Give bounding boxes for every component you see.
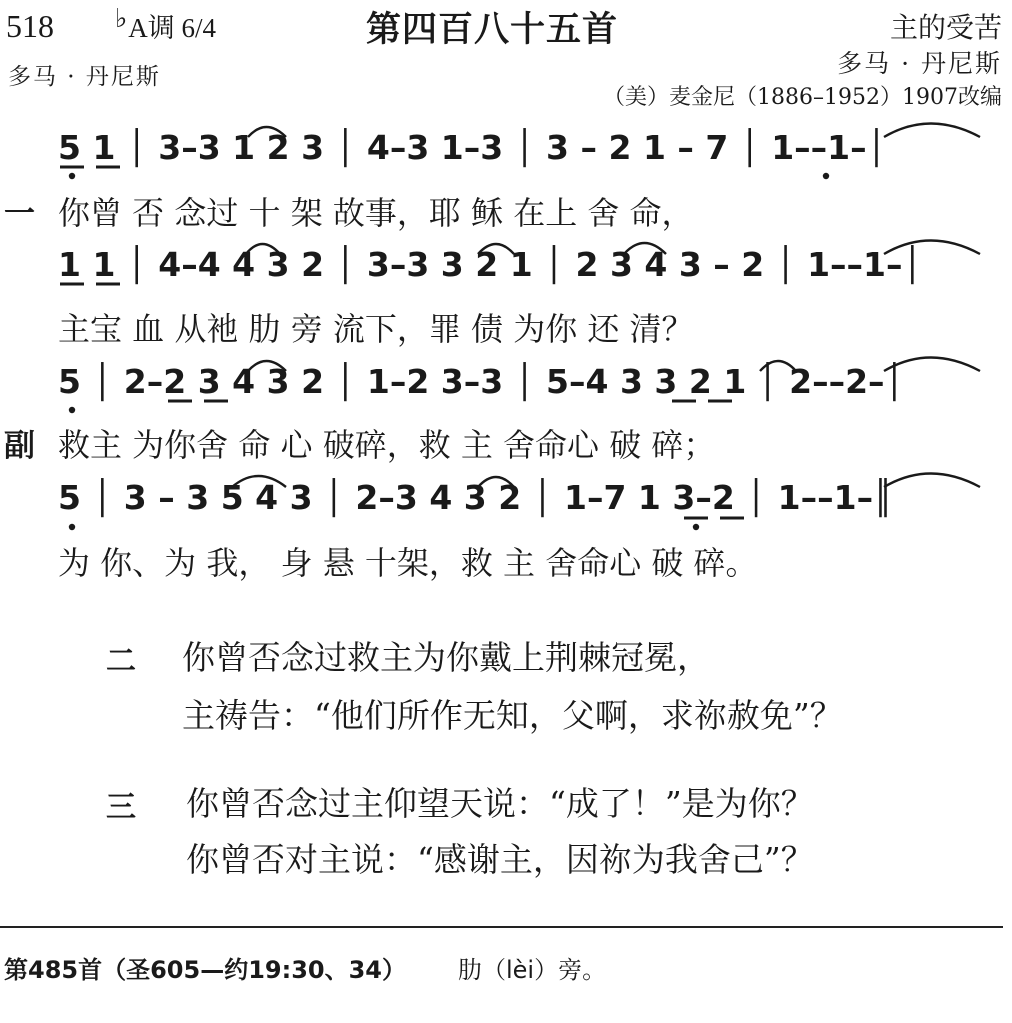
lyrics-line-4: 为 你、为 我， 身 悬 十架，救 主 舍命心 破 碎。: [58, 544, 758, 582]
score-notes-line-3: 5 │ 2–2 3 4 3 2 │ 1–2 3–3 │ 5–4 3 3 2 1 │ 2––2–│: [58, 362, 905, 401]
composer-left: 多马 · 丹尼斯: [8, 64, 161, 90]
low-octave-dot: [69, 173, 75, 179]
slur-mark: [884, 241, 980, 255]
slur-mark: [232, 476, 286, 487]
chorus-label: 副: [4, 428, 35, 464]
page-number: 518: [6, 8, 54, 44]
footer-divider: [0, 926, 1003, 928]
flat-symbol: ♭: [115, 4, 128, 33]
verse-3-line-1: 你曾否念过主仰望天说：“成了！”是为你？: [186, 784, 814, 823]
song-title: 主的受苦: [889, 11, 1002, 44]
footnote-scripture-ref: （圣605—约19:30、34）: [102, 956, 406, 984]
composer-right: 多马 · 丹尼斯: [837, 49, 1002, 78]
verse-2-line-2: 主祷告：“他们所作无知，父啊，求祢赦免”？: [182, 696, 843, 735]
slur-mark: [884, 124, 980, 138]
slur-mark: [248, 361, 286, 371]
score-notes-line-2: 1 1 │ 4–4 4 3 2 │ 3–3 3 2 1 │ 2 3 4 3 – 2 │ 1––1–│: [58, 245, 923, 284]
low-octave-dot: [69, 407, 75, 413]
score-notes-line-1: 5 1 │ 3–3 1 2 3 │ 4–3 1–3 │ 3 – 2 1 – 7 │ 1––1–│: [58, 128, 887, 167]
lyrics-line-3: 救主 为你舍 命 心 破碎，救 主 舍命心 破 碎；: [58, 426, 716, 464]
footnote-gloss: 肋（lèi）旁。: [458, 956, 607, 984]
slur-mark: [246, 244, 280, 254]
slur-mark: [760, 361, 796, 371]
low-octave-dot: [69, 524, 75, 530]
slur-mark: [478, 244, 514, 254]
lyrics-line-1: 你曾 否 念过 十 架 故事，耶 稣 在上 舍 命，: [58, 194, 694, 232]
verse-label-3: 三: [106, 790, 136, 825]
score-notes-line-4: 5 │ 3 – 3 5 4 3 │ 2–3 4 3 2 │ 1–7 1 3–2 │ 1––1–║: [58, 478, 893, 517]
low-octave-dot: [823, 173, 829, 179]
verse-label-2: 二: [106, 644, 136, 679]
slur-mark: [248, 127, 286, 137]
slur-mark: [884, 474, 980, 488]
verse-2-line-1: 你曾否念过救主为你戴上荆棘冠冕，: [182, 638, 710, 677]
footnote: [4, 950, 606, 985]
lyrics-line-2: 主宝 血 从衪 肋 旁 流下，罪 债 为你 还 清？: [58, 310, 694, 348]
footnote-hymn-ref: 第485首: [4, 956, 103, 984]
verse-label-1: 一: [4, 196, 35, 232]
slur-mark: [624, 243, 666, 254]
slur-mark: [478, 477, 514, 487]
low-octave-dot: [693, 524, 699, 530]
arranger-credit: （美）麦金尼（1886–1952）1907改编: [603, 85, 1002, 110]
slur-mark: [884, 358, 980, 372]
verse-3-line-2: 你曾否对主说：“感谢主，因祢为我舍己”？: [186, 840, 814, 879]
key-text: A调 6/4: [128, 13, 217, 43]
hymn-number-title: 第四百八十五首: [366, 10, 619, 50]
